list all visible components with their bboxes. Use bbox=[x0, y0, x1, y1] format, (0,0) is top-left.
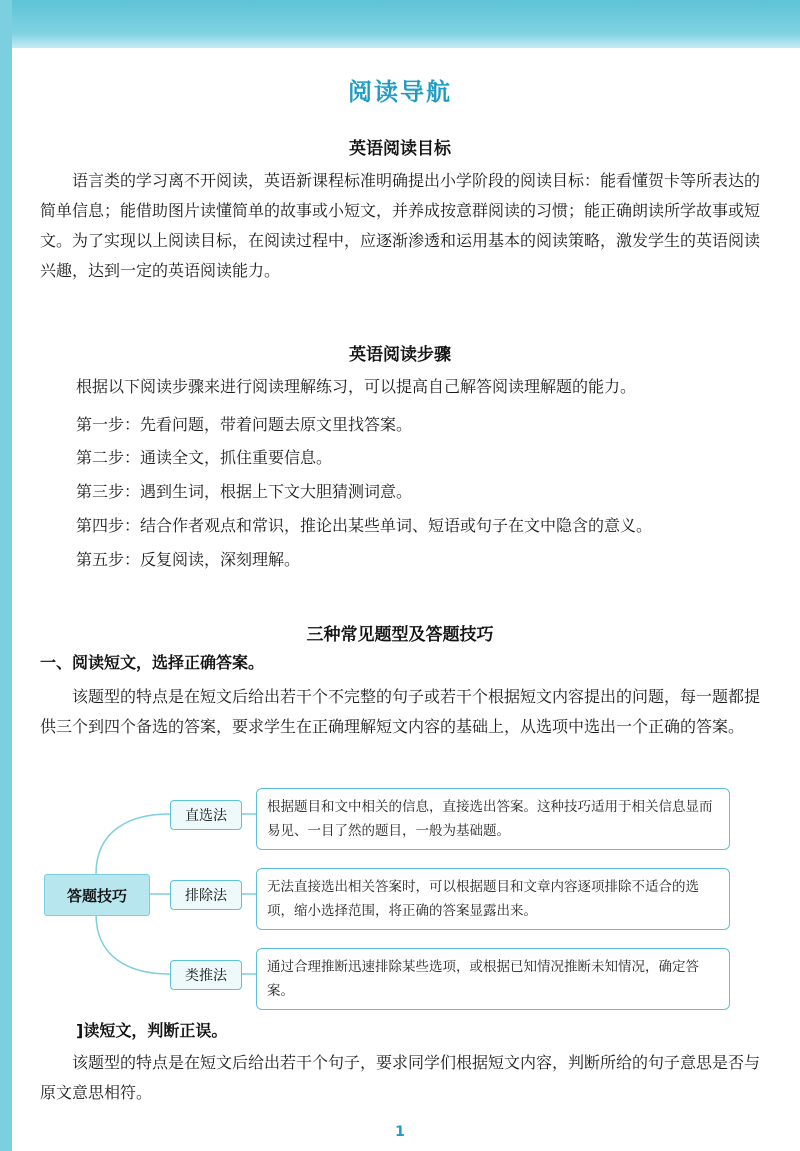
reading-goals-paragraph: 语言类的学习离不开阅读，英语新课程标准明确提出小学阶段的阅读目标：能看懂贺卡等所表达的简单信息；能借助图片读懂简单的故事或小短文，并养成按意群阅读的习惯；能正确朗读所学故事或短文。为了实现以上阅读目标，在阅读过程中，应逐渐渗透和运用基本的阅读策略，激发学生的英语阅读兴趣，达到一定的英语阅读能力。 bbox=[40, 171, 761, 280]
mindmap-desc-elimination: 无法直接选出相关答案时，可以根据题目和文章内容逐项排除不适合的选项，缩小选择范围，将正确的答案显露出来。 bbox=[256, 868, 730, 930]
reading-step-1: 第一步：先看问题，带着问题去原文里找答案。 bbox=[76, 415, 413, 434]
reading-step-2: 第二步：通读全文，抓住重要信息。 bbox=[76, 448, 333, 467]
page-title: 阅读导航 bbox=[348, 78, 452, 106]
section-title-question-types: 三种常见题型及答题技巧 bbox=[306, 625, 494, 645]
mindmap-desc-analogy: 通过合理推断迅速排除某些选项，或根据已知情况推断未知情况，确定答案。 bbox=[256, 948, 730, 1010]
question-type-2-heading: ]读短文，判断正误。 bbox=[76, 1021, 228, 1040]
page-number: 1 bbox=[395, 1124, 405, 1140]
mindmap-node-direct-choice: 直选法 bbox=[170, 800, 242, 830]
question-type-1-heading: 一、阅读短文，选择正确答案。 bbox=[40, 653, 265, 672]
reading-step-4: 第四步：结合作者观点和常识，推论出某些单词、短语或句子在文中隐含的意义。 bbox=[76, 516, 653, 535]
section-title-reading-steps: 英语阅读步骤 bbox=[349, 345, 451, 365]
question-type-2-paragraph: 该题型的特点是在短文后给出若干个句子，要求同学们根据短文内容，判断所给的句子意思是否与原文意思相符。 bbox=[40, 1053, 761, 1102]
mindmap-node-analogy: 类推法 bbox=[170, 960, 242, 990]
reading-steps-intro: 根据以下阅读步骤来进行阅读理解练习，可以提高自己解答阅读理解题的能力。 bbox=[76, 377, 637, 396]
mindmap-root: 答题技巧 bbox=[44, 874, 150, 916]
question-type-1-paragraph: 该题型的特点是在短文后给出若干个不完整的句子或若干个根据短文内容提出的问题，每一题都提供三个到四个备选的答案，要求学生在正确理解短文内容的基础上，从选项中选出一个正确的答案。 bbox=[40, 687, 761, 736]
mindmap-desc-direct-choice: 根据题目和文中相关的信息，直接选出答案。这种技巧适用于相关信息显而易见、一目了然的题目，一般为基础题。 bbox=[256, 788, 730, 850]
section-title-reading-goals: 英语阅读目标 bbox=[349, 139, 451, 159]
reading-step-5: 第五步：反复阅读，深刻理解。 bbox=[76, 550, 301, 569]
mindmap-node-elimination: 排除法 bbox=[170, 880, 242, 910]
reading-step-3: 第三步：遇到生词，根据上下文大胆猜测词意。 bbox=[76, 482, 413, 501]
top-decorative-band bbox=[0, 0, 800, 48]
